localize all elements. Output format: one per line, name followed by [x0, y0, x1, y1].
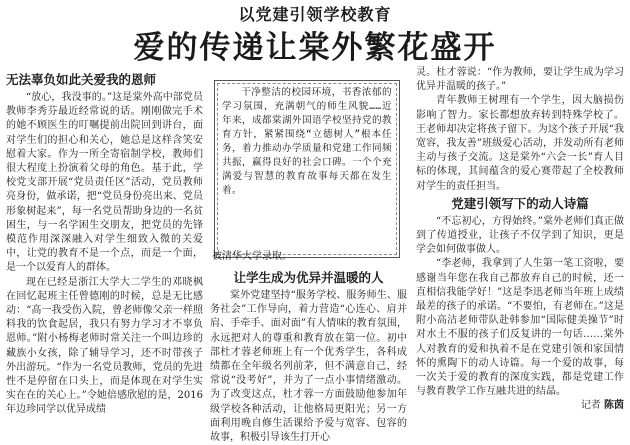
- kicker: 以党建引领学校教育: [238, 5, 392, 24]
- column-1: [6, 70, 203, 416]
- byline-label: 记者: [580, 400, 601, 412]
- byline-name: 陈茵: [604, 400, 624, 412]
- paragraph: 青年教师王树理有一个学生，因大脑损伤影响了智力。家长都想放弃转到特殊学校了。王老师却决定将孩子留下。为这个孩子开展“我宽容，我友善”班级爱心活动，并发动所有老师主动与孩子交流。这是棠外“六会一长”育人目标的体现，其间蕴含的爱心赛带起了全校教师对学生的责任担当。: [416, 95, 624, 192]
- section-subhead-1: 无法辜负如此关爱我的恩师: [6, 72, 157, 87]
- paragraph: “放心，我没事的。”这是棠外高中部党员教师李秀芬最近经常说的话。刚刚做完手术的她不顾医生的叮嘱提前出院回到讲台，面对学生们的担心和关心，她总是这样含笑安慰着大家。作为一所全寄宿制学校，教师们很大程度上扮演着父母的角色。基于此，学校党支部开展“党员责任区”活动，党员教师亮身份，做承诺，把“党员身份亮出来、党员形象树起来”，每一名党员帮助身边的一名贫困生，与一名学困生交朋友，把党员的先锋模范作用深深融入对学生细致入微的关爱中，让党的教育不是一个点，而是一个面，是一个以爱育人的群体。: [6, 92, 203, 274]
- paragraph: 灵。杜才蓉说：“作为教师，要让学生成为学习优异并温暖的孩子。”: [416, 67, 624, 93]
- paragraph: 棠外党建坚持“服务学校、服务师生、服务社会”工作导向，着力营造“心连心、肩并肩、手牵手、面对面”有人情味的教育氛围，永远把对人的尊重和教育放在第一位。初中部杜才蓉老师班上有一个优秀学生，各科成绩都在全年级名列前茅，但不满意自己，经常说“没考好”，并为了一点小事情绪激动。为了改变这点，杜才蓉一方面鼓励他参加年级学校各种活动，让他格局更阳光；另一方面利用晚自修生活课给予爱与宽容、包容的故事，积极引导该生打开心: [210, 290, 407, 444]
- paragraph: “李老师，我拿到了人生第一笔工资啦，要感谢当年您在我自己都放弃自己的时候，还一直相信我能学好！”这是李迅老师当年班上成绩最差的孩子的承诺。“不要怕，有老师在。”这是附小高洁老师带队赴韩参加“国际健美操节”时对水土不服的孩子们反复讲的一句话……棠外人对教育的爱和执着不是在党建引领和家国情怀的熏陶下的动人诗篇。每一个爱的故事，每一次关于爱的教育的深度实践，都是党建工作与教育教学工作互融共进的结晶。: [416, 258, 624, 398]
- headline: 爱的传递让棠外繁花盛开: [133, 30, 497, 66]
- section-subhead-3: 党建引领写下的动人诗篇: [451, 195, 589, 211]
- continuation-line: 被清华大学录取。: [212, 251, 292, 262]
- byline: [416, 399, 624, 413]
- paragraph: 现在已经是浙江大学大二学生的邓晓枫在回忆起班主任曾德刚的时候，总是无比感动：“高一我受伤入院，曾老师像父亲一样照料我的饮食起居，我只有努力学习才不辜负恩师。”附小杨梅老师时常关注一个叫边珍的藏族小女孩，除了辅导学习，还不时带孩子外出游玩。“作为一名党员教师，党员的先进性不是停留在口头上，而是体现在对学生实实在在的关心上。”令她倍感欣慰的是，2016年边珍同学以优异成绩: [6, 276, 203, 416]
- pull-quote-box: 干净整洁的校园环境，书香浓郁的学习氛围，充满朝气的师生风貌……近年来，成都棠湖外国语学校坚持党的教育方针，紧紧围绕“立德树人”根本任务，着力推动办学质量和党建工作同频共振，赢得良好的社会口碑。一个个充满爱与智慧的教育故事每天都在发生着。: [214, 80, 400, 258]
- column-3: [416, 66, 624, 412]
- section-subhead-2: 让学生成为优异并温暖的人: [233, 270, 384, 285]
- column-2: [210, 268, 407, 444]
- paragraph: “不忘初心，方得始终。”棠外老师们真正做到了传道授业，让孩子不仅学到了知识，更是学会如何做事做人。: [416, 215, 624, 256]
